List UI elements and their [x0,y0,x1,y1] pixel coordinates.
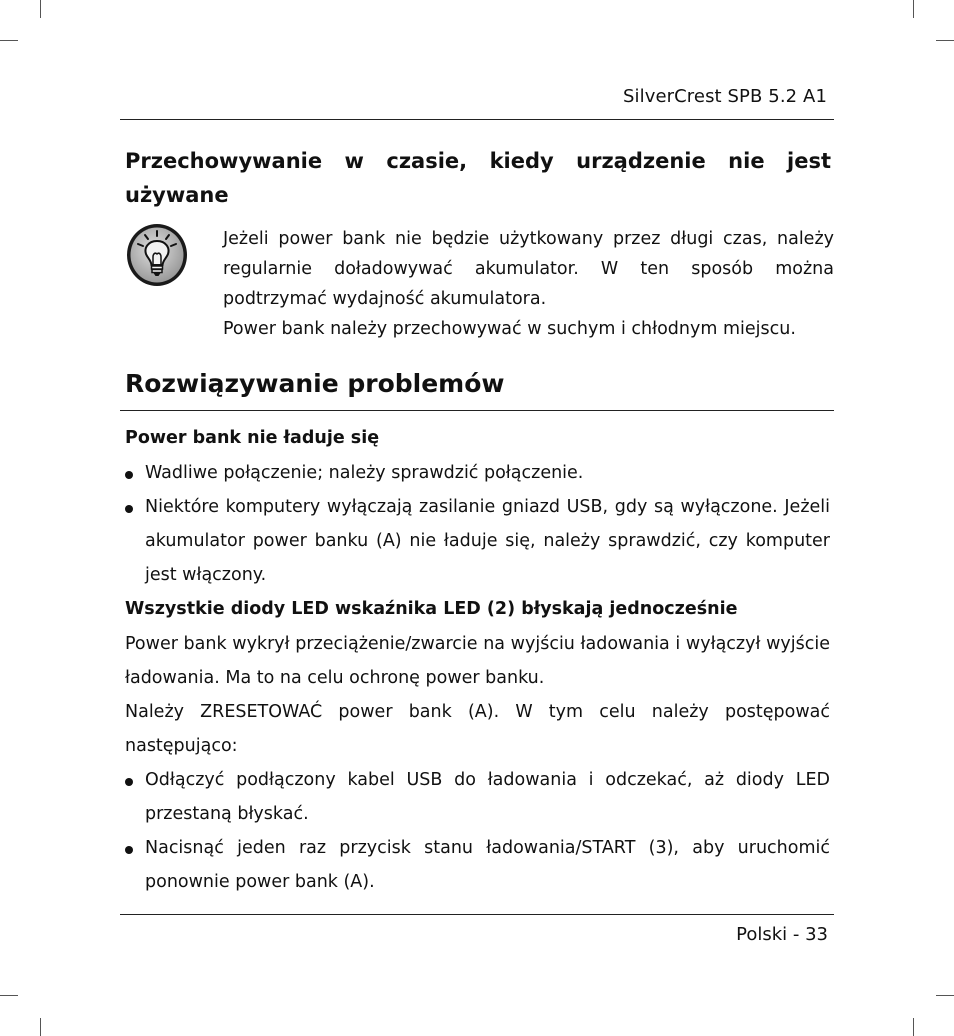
tip-paragraph: Jeżeli power bank nie będzie użytkowany przez długi czas, należy regularnie doładowywać akumulator. W ten sposób można podtrzymać wydajność akumulatora. [223,229,834,309]
tip-paragraph: Power bank należy przechowywać w suchym i chłodnym miejscu. [223,319,796,339]
not-charging-heading: Power bank nie ładuje się [125,428,380,448]
lightbulb-icon [125,222,189,288]
list-item: Odłączyć podłączony kabel USB do ładowania i odczekać, aż diody LED przestaną błyskać. [125,763,830,831]
header-rule [120,119,834,120]
list-item: Nacisnąć jeden raz przycisk stanu ładowania/START (3), aby uruchomić ponownie power bank (A). [125,831,830,899]
bullet-icon [125,505,133,513]
crop-mark [913,0,914,18]
not-charging-list [125,456,830,592]
reset-steps-list [125,763,830,899]
crop-mark [913,1018,914,1036]
crop-mark [40,0,41,18]
crop-mark [40,1018,41,1036]
footer-rule [120,914,834,915]
crop-mark [936,995,954,996]
bullet-icon [125,846,133,854]
section-rule [120,410,834,411]
crop-mark [936,40,954,41]
leds-paragraph: Power bank wykrył przeciążenie/zwarcie na wyjściu ładowania i wyłączył wyjście ładowania. Ma to na celu ochronę power banku. [125,634,830,688]
troubleshooting-heading: Rozwiązywanie problemów [125,369,505,398]
storage-tip [223,224,834,344]
leds-flashing-heading: Wszystkie diody LED wskaźnika LED (2) błyskają jednocześnie [125,599,738,619]
leds-paragraph: Należy ZRESETOWAĆ power bank (A). W tym celu należy postępować następująco: [125,702,830,756]
crop-mark [0,40,18,41]
bullet-icon [125,471,133,479]
running-header: SilverCrest SPB 5.2 A1 [622,86,827,107]
crop-mark [0,995,18,996]
storage-heading: Przechowywanie w czasie, kiedy urządzenie nie jest używane [125,149,831,207]
bullet-icon [125,778,133,786]
page-number: Polski - 33 [736,924,828,945]
list-item: Wadliwe połączenie; należy sprawdzić połączenie. [125,456,830,490]
list-item: Niektóre komputery wyłączają zasilanie gniazd USB, gdy są wyłączone. Jeżeli akumulator power banku (A) nie ładuje się, należy sprawdzić, czy komputer jest włączony. [125,490,830,592]
